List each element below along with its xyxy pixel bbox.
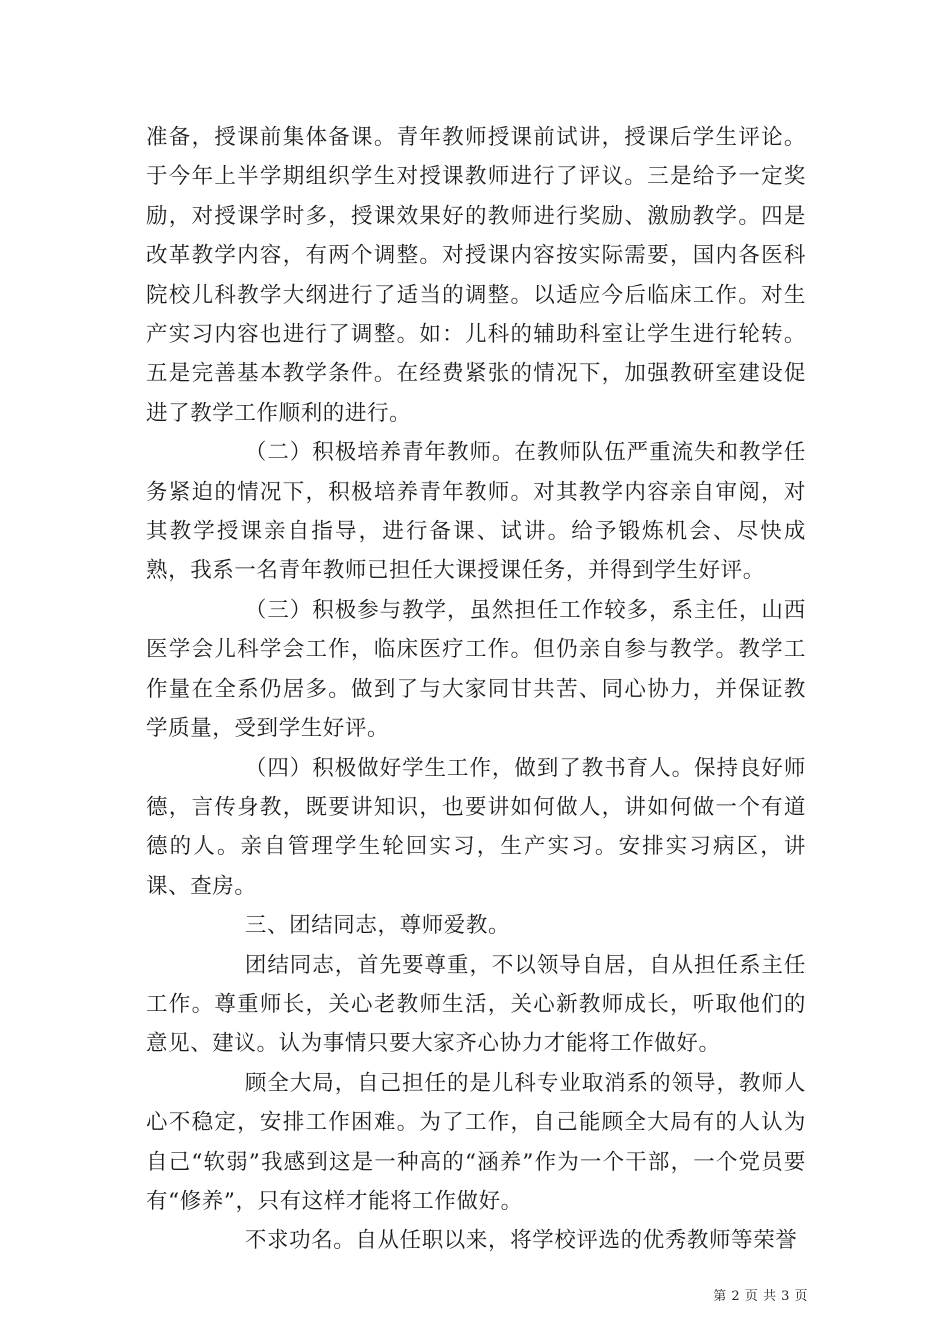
page-number-footer: 第 2 页 共 3 页	[713, 1289, 808, 1304]
paragraph-teaching-reform: 准备，授课前集体备课。青年教师授课前试讲，授课后学生评论。于今年上半学期组织学生对授课教师进行了评议。三是给予一定奖励，对授课学时多，授课效果好的教师进行奖励、激励教学。四是改革教学内容，有两个调整。对授课内容按实际需要，国内各医科院校儿科教学大纲进行了适当的调整。以适应今后临床工作。对生产实习内容也进行了调整。如：儿科的辅助科室让学生进行轮转。五是完善基本教学条件。在经费紧张的情况下，加强教研室建设促进了教学工作顺利的进行。	[146, 125, 806, 426]
document-body	[146, 118, 806, 1261]
section-heading-unity: 三、团结同志，尊师爱教。	[244, 913, 511, 939]
paragraph-no-fame: 不求功名。自从任职以来，将学校评选的优秀教师等荣誉	[244, 1228, 798, 1254]
paragraph-overall-situation: 顾全大局，自己担任的是儿科专业取消系的领导，教师人心不稳定，安排工作困难。为了工作，自己能顾全大局有的人认为自己“软弱”我感到这是一种高的“涵养”作为一个干部，一个党员要有“修养”，只有这样才能将工作做好。	[146, 1070, 806, 1214]
paragraph-participate-teaching: （三）积极参与教学，虽然担任工作较多，系主任，山西医学会儿科学会工作，临床医疗工作。但仍亲自参与教学。教学工作量在全系仍居多。做到了与大家同甘共苦、同心协力，并保证教学质量，受到学生好评。	[146, 597, 806, 742]
paragraph-unity-colleagues: 团结同志，首先要尊重，不以领导自居，自从担任系主任工作。尊重师长，关心老教师生活，关心新教师成长，听取他们的意见、建议。认为事情只要大家齐心协力才能将工作做好。	[146, 952, 806, 1057]
paragraph-young-teachers: （二）积极培养青年教师。在教师队伍严重流失和教学任务紧迫的情况下，积极培养青年教师。对其教学内容亲自审阅，对其教学授课亲自指导，进行备课、试讲。给予锻炼机会、尽快成熟，我系一名青年教师已担任大课授课任务，并得到学生好评。	[146, 440, 806, 584]
paragraph-student-work: （四）积极做好学生工作，做到了教书育人。保持良好师德，言传身教，既要讲知识，也要讲如何做人，讲如何做一个有道德的人。亲自管理学生轮回实习，生产实习。安排实习病区，讲课、查房。	[146, 755, 806, 899]
